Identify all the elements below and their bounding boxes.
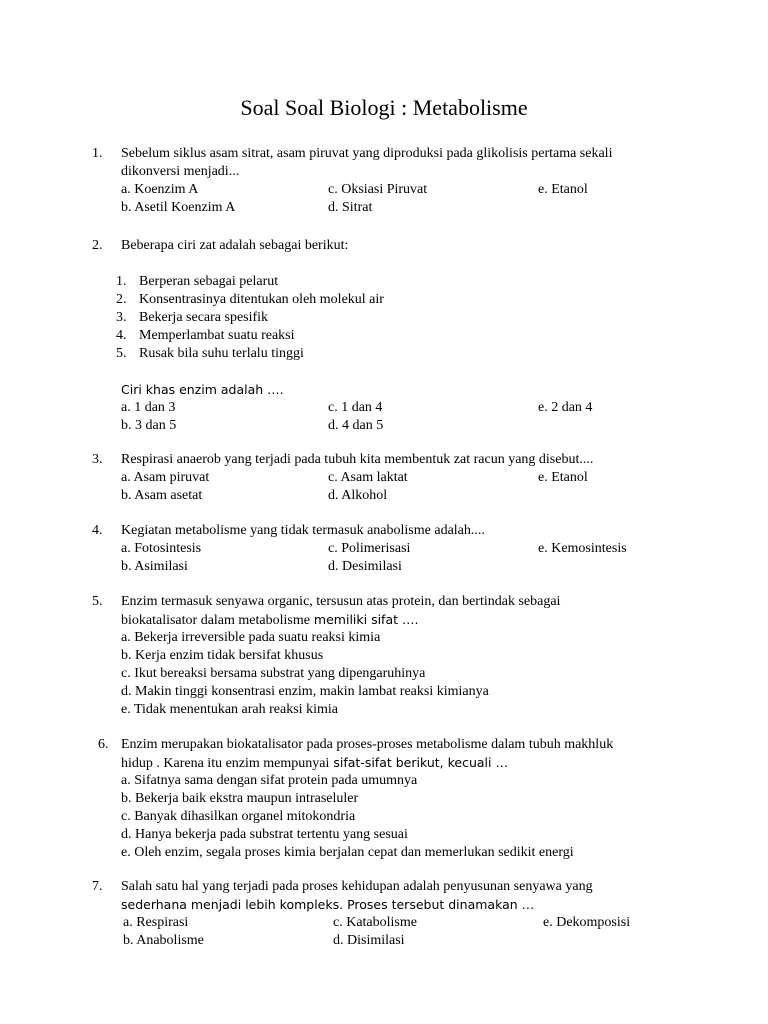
statement-4: 4. Memperlambat suatu reaksi [116,328,295,343]
statement-2: 2. Konsentrasinya ditentukan oleh molekul air [116,292,384,307]
question-number: 4. [92,523,103,538]
question-text-cont: biokatalisator dalam metabolisme memiliki sifat …. [121,612,419,628]
question-5 [0,593,768,719]
option-c: c. Oksiasi Piruvat [328,182,428,197]
option-a: a. Koenzim A [121,182,199,197]
question-number: 7. [92,879,103,894]
question-4 [0,522,768,576]
option-d: d. Disimilasi [333,933,405,948]
question-2 [0,237,768,435]
question-text-cont: sederhana menjadi lebih kompleks. Proses tersebut dinamakan … [121,897,535,912]
option-d: d. Sitrat [328,200,373,215]
option-e: e. Etanol [538,470,588,485]
option-c: c. Banyak dihasilkan organel mitokondria [121,809,356,824]
option-c: c. Polimerisasi [328,541,411,556]
option-e: e. Oleh enzim, segala proses kimia berjalan cepat dan memerlukan sedikit energi [121,845,574,860]
question-6 [0,736,768,862]
option-c: c. Asam laktat [328,470,408,485]
option-b: b. Asam asetat [121,488,203,503]
page-title: Soal Soal Biologi : Metabolisme [240,95,528,120]
option-b: b. 3 dan 5 [121,418,177,433]
option-d: d. 4 dan 5 [328,418,384,433]
option-b: b. Kerja enzim tidak bersifat khusus [121,648,324,663]
option-d: d. Makin tinggi konsentrasi enzim, makin lambat reaksi kimianya [121,684,489,699]
option-c: c. Katabolisme [333,915,417,930]
question-number: 5. [92,594,103,609]
question-text: Respirasi anaerob yang terjadi pada tubuh kita membentuk zat racun yang disebut.... [121,452,594,467]
option-e: e. Dekomposisi [543,915,631,930]
option-a: a. Sifatnya sama dengan sifat protein pada umumnya [121,773,418,788]
option-d: d. Alkohol [328,488,388,503]
option-a: a. 1 dan 3 [121,400,176,415]
question-number: 3. [92,452,103,467]
question-text: Enzim merupakan biokatalisator pada proses-proses metabolisme dalam tubuh makhluk [121,737,614,752]
statement-3: 3. Bekerja secara spesifik [116,310,269,325]
question-7 [0,878,768,950]
question-1 [0,145,768,217]
question-number: 6. [98,737,109,752]
option-e: e. Kemosintesis [538,541,627,556]
option-d: d. Desimilasi [328,559,402,574]
option-c: c. Ikut bereaksi bersama substrat yang dipengaruhinya [121,666,426,681]
question-text: Beberapa ciri zat adalah sebagai berikut: [121,238,349,253]
question-text-cont: hidup . Karena itu enzim mempunyai sifat-sifat berikut, kecuali … [121,755,508,771]
option-b: b. Anabolisme [123,933,204,948]
question-prompt: Ciri khas enzim adalah …. [121,382,284,397]
option-c: c. 1 dan 4 [328,400,383,415]
question-text-cont: dikonversi menjadi... [121,164,240,179]
statement-5: 5. Rusak bila suhu terlalu tinggi [116,346,304,361]
question-3 [0,451,768,505]
question-number: 2. [92,238,103,253]
question-text: Sebelum siklus asam sitrat, asam piruvat yang diproduksi pada glikolisis pertama sekali [121,146,613,161]
statement-1: 1. Berperan sebagai pelarut [116,274,279,289]
option-b: b. Asimilasi [121,559,188,574]
option-e: e. Etanol [538,182,588,197]
option-b: b. Bekerja baik ekstra maupun intraseluler [121,791,359,806]
option-e: e. Tidak menentukan arah reaksi kimia [121,702,338,717]
option-e: e. 2 dan 4 [538,400,593,415]
question-text: Kegiatan metabolisme yang tidak termasuk anabolisme adalah.... [121,523,485,538]
option-d: d. Hanya bekerja pada substrat tertentu yang sesuai [121,827,408,842]
option-a: a. Respirasi [123,915,189,930]
option-a: a. Fotosintesis [121,541,202,556]
option-a: a. Bekerja irreversible pada suatu reaksi kimia [121,630,381,645]
option-a: a. Asam piruvat [121,470,210,485]
question-number: 1. [92,146,103,161]
option-b: b. Asetil Koenzim A [121,200,236,215]
question-text: Salah satu hal yang terjadi pada proses kehidupan adalah penyusunan senyawa yang [121,879,593,894]
question-text: Enzim termasuk senyawa organic, tersusun atas protein, dan bertindak sebagai [121,594,561,609]
